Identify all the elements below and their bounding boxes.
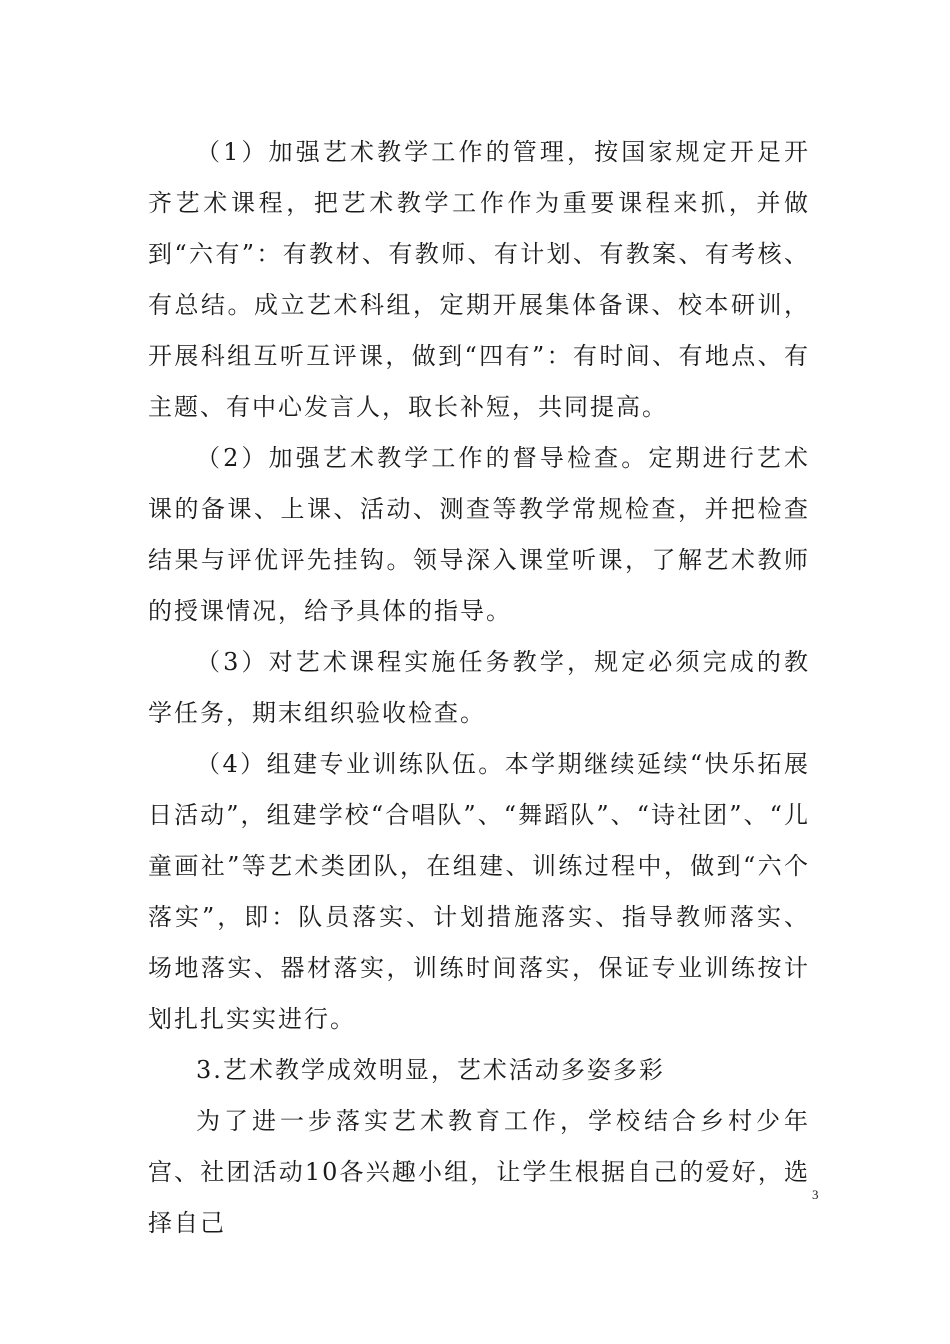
document-body [148, 127, 810, 1249]
paragraph-1: （1）加强艺术教学工作的管理，按国家规定开足开齐艺术课程，把艺术教学工作作为重要课程来抓，并做到“六有”：有教材、有教师、有计划、有教案、有考核、有总结。成立艺术科组，定期开展集体备课、校本研训，开展科组互听互评课，做到“四有”：有时间、有地点、有主题、有中心发言人，取长补短，共同提高。 [148, 138, 810, 421]
paragraph-5: 为了进一步落实艺术教育工作，学校结合乡村少年宫、社团活动10各兴趣小组，让学生根据自己的爱好，选择自己 [148, 1107, 810, 1237]
paragraph-2: （2）加强艺术教学工作的督导检查。定期进行艺术课的备课、上课、活动、测查等教学常规检查，并把检查结果与评优评先挂钩。领导深入课堂听课，了解艺术教师的授课情况，给予具体的指导。 [148, 444, 810, 625]
page-number: 3 [812, 1187, 819, 1202]
section-heading: 3.艺术教学成效明显，艺术活动多姿多彩 [196, 1056, 665, 1084]
paragraph-3: （3）对艺术课程实施任务教学，规定必须完成的教学任务，期末组织验收检查。 [148, 648, 810, 727]
paragraph-4: （4）组建专业训练队伍。本学期继续延续“快乐拓展日活动”，组建学校“合唱队”、“舞蹈队”、“诗社团”、“儿童画社”等艺术类团队，在组建、训练过程中，做到“六个落实”，即：队员落实、计划措施落实、指导教师落实、场地落实、器材落实，训练时间落实，保证专业训练按计划扎扎实实进行。 [148, 750, 810, 1033]
